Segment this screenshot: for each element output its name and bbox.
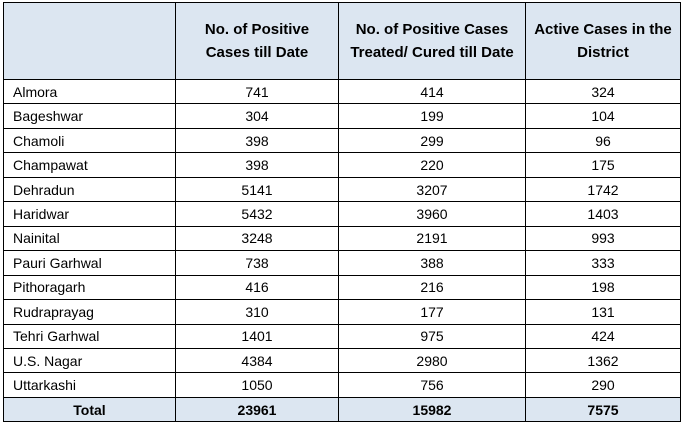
cured-value: 199 xyxy=(339,104,526,128)
table-row xyxy=(4,177,681,201)
district-name: Nainital xyxy=(4,226,176,250)
active-value: 1403 xyxy=(526,202,681,226)
district-name: U.S. Nagar xyxy=(4,348,176,372)
table-row xyxy=(4,348,681,372)
table-row xyxy=(4,226,681,250)
cured-value: 3960 xyxy=(339,202,526,226)
total-active-value: 7575 xyxy=(526,398,681,422)
district-cases-table xyxy=(3,2,681,422)
total-cured-value: 15982 xyxy=(339,398,526,422)
active-value: 131 xyxy=(526,300,681,324)
positive-value: 310 xyxy=(176,300,339,324)
header-corner-cell xyxy=(4,3,176,80)
cured-value: 975 xyxy=(339,324,526,348)
cured-value: 299 xyxy=(339,128,526,152)
header-active-cases: Active Cases in the District xyxy=(526,3,681,80)
positive-value: 3248 xyxy=(176,226,339,250)
district-name: Almora xyxy=(4,80,176,104)
total-label: Total xyxy=(4,398,176,422)
positive-value: 398 xyxy=(176,128,339,152)
positive-value: 398 xyxy=(176,153,339,177)
active-value: 198 xyxy=(526,275,681,299)
district-name: Uttarkashi xyxy=(4,373,176,398)
table-row xyxy=(4,275,681,299)
positive-value: 416 xyxy=(176,275,339,299)
active-value: 333 xyxy=(526,251,681,275)
active-value: 1742 xyxy=(526,177,681,201)
cured-value: 216 xyxy=(339,275,526,299)
active-value: 993 xyxy=(526,226,681,250)
positive-value: 738 xyxy=(176,251,339,275)
positive-value: 304 xyxy=(176,104,339,128)
district-name: Pithoragarh xyxy=(4,275,176,299)
header-row xyxy=(4,3,681,80)
positive-value: 5141 xyxy=(176,177,339,201)
active-value: 96 xyxy=(526,128,681,152)
table-row xyxy=(4,153,681,177)
active-value: 175 xyxy=(526,153,681,177)
active-value: 104 xyxy=(526,104,681,128)
total-row xyxy=(4,398,681,422)
district-name: Tehri Garhwal xyxy=(4,324,176,348)
table-row xyxy=(4,251,681,275)
header-cured-cases: No. of Positive Cases Treated/ Cured till Date xyxy=(339,3,526,80)
table-row xyxy=(4,202,681,226)
district-name: Rudraprayag xyxy=(4,300,176,324)
district-name: Chamoli xyxy=(4,128,176,152)
table-row xyxy=(4,300,681,324)
table-row xyxy=(4,324,681,348)
cured-value: 414 xyxy=(339,80,526,104)
positive-value: 5432 xyxy=(176,202,339,226)
district-name: Pauri Garhwal xyxy=(4,251,176,275)
table-row xyxy=(4,80,681,104)
cured-value: 388 xyxy=(339,251,526,275)
active-value: 424 xyxy=(526,324,681,348)
total-positive-value: 23961 xyxy=(176,398,339,422)
positive-value: 1401 xyxy=(176,324,339,348)
positive-value: 741 xyxy=(176,80,339,104)
positive-value: 4384 xyxy=(176,348,339,372)
cured-value: 220 xyxy=(339,153,526,177)
cured-value: 2980 xyxy=(339,348,526,372)
district-name: Dehradun xyxy=(4,177,176,201)
active-value: 1362 xyxy=(526,348,681,372)
table-row xyxy=(4,104,681,128)
positive-value: 1050 xyxy=(176,373,339,398)
cured-value: 177 xyxy=(339,300,526,324)
header-positive-cases: No. of Positive Cases till Date xyxy=(176,3,339,80)
district-name: Bageshwar xyxy=(4,104,176,128)
table-row xyxy=(4,128,681,152)
cured-value: 3207 xyxy=(339,177,526,201)
table-row xyxy=(4,373,681,398)
active-value: 324 xyxy=(526,80,681,104)
cured-value: 2191 xyxy=(339,226,526,250)
active-value: 290 xyxy=(526,373,681,398)
district-name: Champawat xyxy=(4,153,176,177)
district-name: Haridwar xyxy=(4,202,176,226)
cured-value: 756 xyxy=(339,373,526,398)
